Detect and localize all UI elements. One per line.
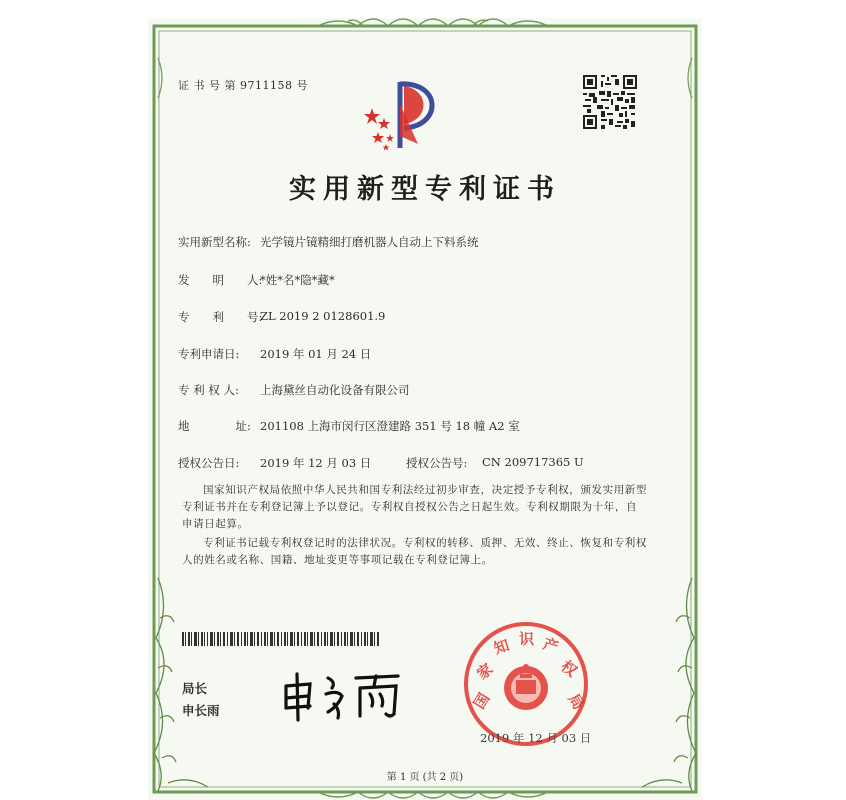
field-patentee-label: 专 利 权 人:	[178, 383, 239, 397]
svg-text:知: 知	[491, 636, 512, 658]
patent-office-logo-icon	[360, 74, 446, 152]
barcode-icon	[182, 632, 382, 646]
field-filing-date-label: 专利申请日:	[178, 347, 240, 361]
director-name: 申长雨	[182, 703, 220, 718]
certificate-title: 实用新型专利证书	[289, 174, 561, 205]
field-patent-no-label: 专 利 号:	[178, 310, 263, 324]
seal-date: 2019 年 12 月 03 日	[480, 731, 592, 745]
certificate-number: 证 书 号 第 9711158 号	[178, 79, 308, 92]
svg-text:识: 识	[519, 630, 535, 648]
svg-text:权: 权	[557, 656, 581, 681]
field-patentee-value: 上海黛丝自动化设备有限公司	[260, 383, 410, 397]
field-filing-date-value: 2019 年 01 月 24 日	[260, 347, 372, 361]
page-footer: 第 1 页 (共 2 页)	[386, 772, 464, 783]
director-title: 局长	[182, 681, 208, 696]
paragraph-legal-status: 专利证书记载专利权登记时的法律状况。专利权的转移、质押、无效、终止、恢复和专利权人的姓名或名称、国籍、地址变更等事项记载在专利登记簿上。	[182, 537, 647, 566]
svg-text:产: 产	[540, 634, 561, 657]
field-address-value: 201108 上海市闵行区澄建路 351 号 18 幢 A2 室	[260, 419, 520, 433]
field-inventor-label: 发 明 人:	[178, 273, 263, 287]
svg-text:国: 国	[470, 689, 494, 713]
grant-date-label: 授权公告日:	[178, 456, 240, 470]
director-signature	[280, 664, 410, 724]
grant-number-value: CN 209717365 U	[482, 455, 584, 469]
field-inventor-value: *姓*名*隐*藏*	[260, 273, 335, 287]
grant-date-value: 2019 年 12 月 03 日	[260, 456, 372, 470]
qr-code-icon	[581, 73, 639, 131]
field-name-label: 实用新型名称:	[178, 235, 251, 249]
field-name-value: 光学镜片镜精细打磨机器人自动上下料系统	[260, 235, 479, 249]
field-address-label: 地 址:	[178, 419, 251, 433]
field-patent-no-value: ZL 2019 2 0128601.9	[260, 309, 386, 323]
grant-number-label: 授权公告号:	[406, 456, 468, 470]
certificate-page	[148, 18, 702, 800]
svg-text:局: 局	[564, 690, 588, 713]
svg-text:家: 家	[473, 659, 497, 684]
paragraph-grant-statement: 国家知识产权局依照中华人民共和国专利法经过初步审查，决定授予专利权，颁发实用新型专利证书并在专利登记簿上予以登记。专利权自授权公告之日起生效。专利权期限为十年，自申请日起算。	[182, 484, 647, 530]
